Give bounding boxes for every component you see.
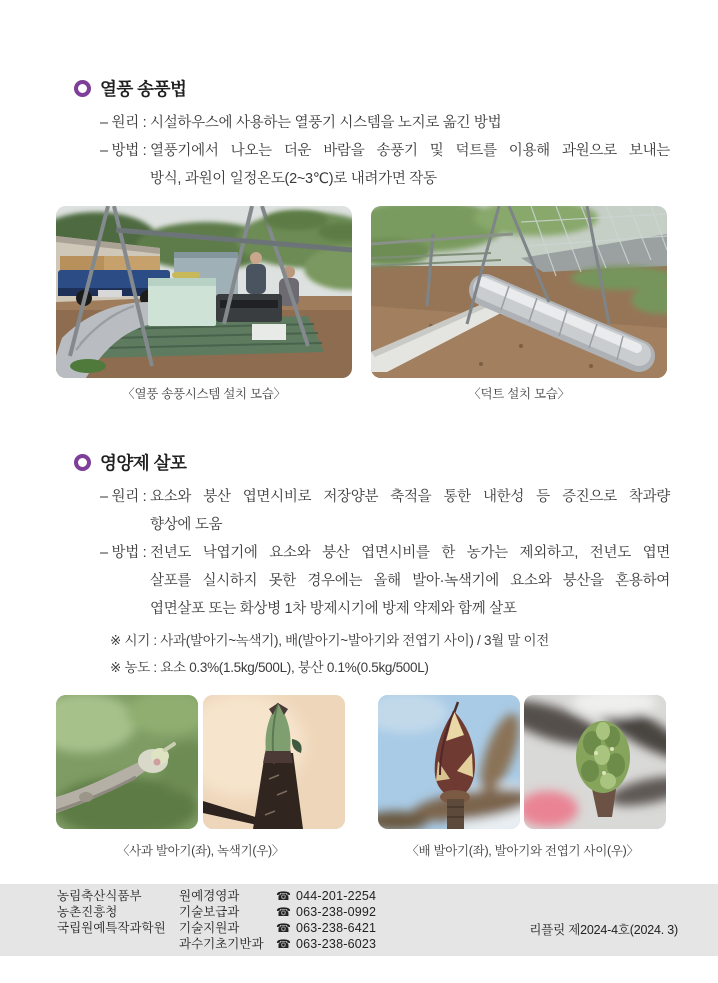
- contact-dept: 원예경영과: [179, 889, 240, 903]
- list-item-principle: [100, 109, 670, 137]
- item-text-line: 전년도 낙엽기에 요소와 붕산 엽면시비를 한 농가는 제외하고, 전년도 엽면: [150, 545, 670, 561]
- photo-apple-bud-germination: [56, 695, 198, 829]
- photo-pear-bud-leaf-out: [524, 695, 666, 829]
- section-heading: [74, 450, 670, 474]
- item-label: – 방법 :: [100, 143, 147, 159]
- photo-pear-bud-germination: [378, 695, 520, 829]
- photo-row-buds: [56, 695, 666, 829]
- item-text-line: 향상에 도움: [150, 517, 223, 533]
- section-heading: [74, 76, 670, 100]
- issue-number: 리플릿 제2024-4호(2024. 3): [529, 923, 678, 937]
- contact-row: [57, 888, 376, 904]
- contact-list: [57, 888, 376, 952]
- contact-dept: 기술지원과: [179, 921, 240, 935]
- contact-dept: 기술보급과: [179, 905, 240, 919]
- footer-band: [0, 884, 718, 956]
- note-timing: ※ 시기 : 사과(발아기~녹색기), 배(발아기~발아기와 전엽기 사이) / 3월 말 이전: [110, 633, 550, 648]
- contact-phone: 044-201-2254: [295, 889, 377, 903]
- contact-row: [57, 936, 376, 952]
- photo-heat-blower-installation: [56, 206, 352, 378]
- item-text-line: 시설하우스에 사용하는 열풍기 시스템을 노지로 옮긴 방법: [150, 115, 502, 131]
- item-text-line: 살포를 실시하지 못한 경우에는 올해 발아·녹색기에 요소와 붕산을 혼용하여: [150, 573, 670, 589]
- item-text-line: 열풍기에서 나오는 더운 바람을 송풍기 및 덕트를 이용해 과원으로 보내는: [150, 143, 670, 159]
- phone-icon: ☎: [276, 889, 291, 903]
- contact-phone: 063-238-6023: [295, 937, 377, 951]
- note-concentration: ※ 농도 : 요소 0.3%(1.5kg/500L), 붕산 0.1%(0.5kg/500L): [110, 660, 429, 675]
- photo-caption: 〈열풍 송풍시스템 설치 모습〉: [122, 387, 286, 401]
- caption-row: [56, 841, 667, 859]
- photo-caption: 〈덕트 설치 모습〉: [468, 387, 570, 401]
- section-title: 영양제 살포: [100, 452, 187, 473]
- contact-dept: 과수기초기반과: [179, 937, 264, 951]
- item-label: – 원리 :: [100, 489, 147, 505]
- item-label: – 원리 :: [100, 115, 147, 131]
- contact-org: 농림축산식품부: [57, 889, 142, 903]
- caption-row: [56, 384, 667, 402]
- photo-caption: 〈사과 발아기(좌), 녹색기(우)〉: [116, 844, 285, 858]
- phone-icon: ☎: [276, 937, 291, 951]
- contact-org: 농촌진흥청: [57, 905, 118, 919]
- photo-row-heat-system: [56, 206, 667, 378]
- photo-duct-installation: [371, 206, 667, 378]
- contact-phone: 063-238-6421: [295, 921, 377, 935]
- list-item-method: [100, 539, 670, 623]
- section-bullet-icon: [74, 454, 91, 471]
- item-text-line: 엽면살포 또는 화상병 1차 방제시기에 방제 약제와 함께 살포: [150, 601, 517, 617]
- section-heat-blower: [74, 76, 670, 193]
- contact-org: 국립원예특작과학원: [57, 921, 166, 935]
- contact-row: [57, 920, 376, 936]
- photo-caption: 〈배 발아기(좌), 발아기와 전엽기 사이(우)〉: [406, 844, 639, 858]
- contact-row: [57, 904, 376, 920]
- list-item-principle: [100, 483, 670, 539]
- phone-icon: ☎: [276, 905, 291, 919]
- item-label: – 방법 :: [100, 545, 147, 561]
- phone-icon: ☎: [276, 921, 291, 935]
- section-title: 열풍 송풍법: [100, 78, 187, 99]
- photo-apple-bud-green-tip: [203, 695, 345, 829]
- item-text-line: 요소와 붕산 엽면시비로 저장양분 축적을 통한 내한성 등 증진으로 착과량: [150, 489, 670, 505]
- section-nutrient-spray: [74, 450, 670, 681]
- section-bullet-icon: [74, 80, 91, 97]
- list-item-method: [100, 137, 670, 193]
- item-text-line: 방식, 과원이 일정온도(2~3℃)로 내려가면 작동: [150, 171, 437, 187]
- contact-phone: 063-238-0992: [295, 905, 377, 919]
